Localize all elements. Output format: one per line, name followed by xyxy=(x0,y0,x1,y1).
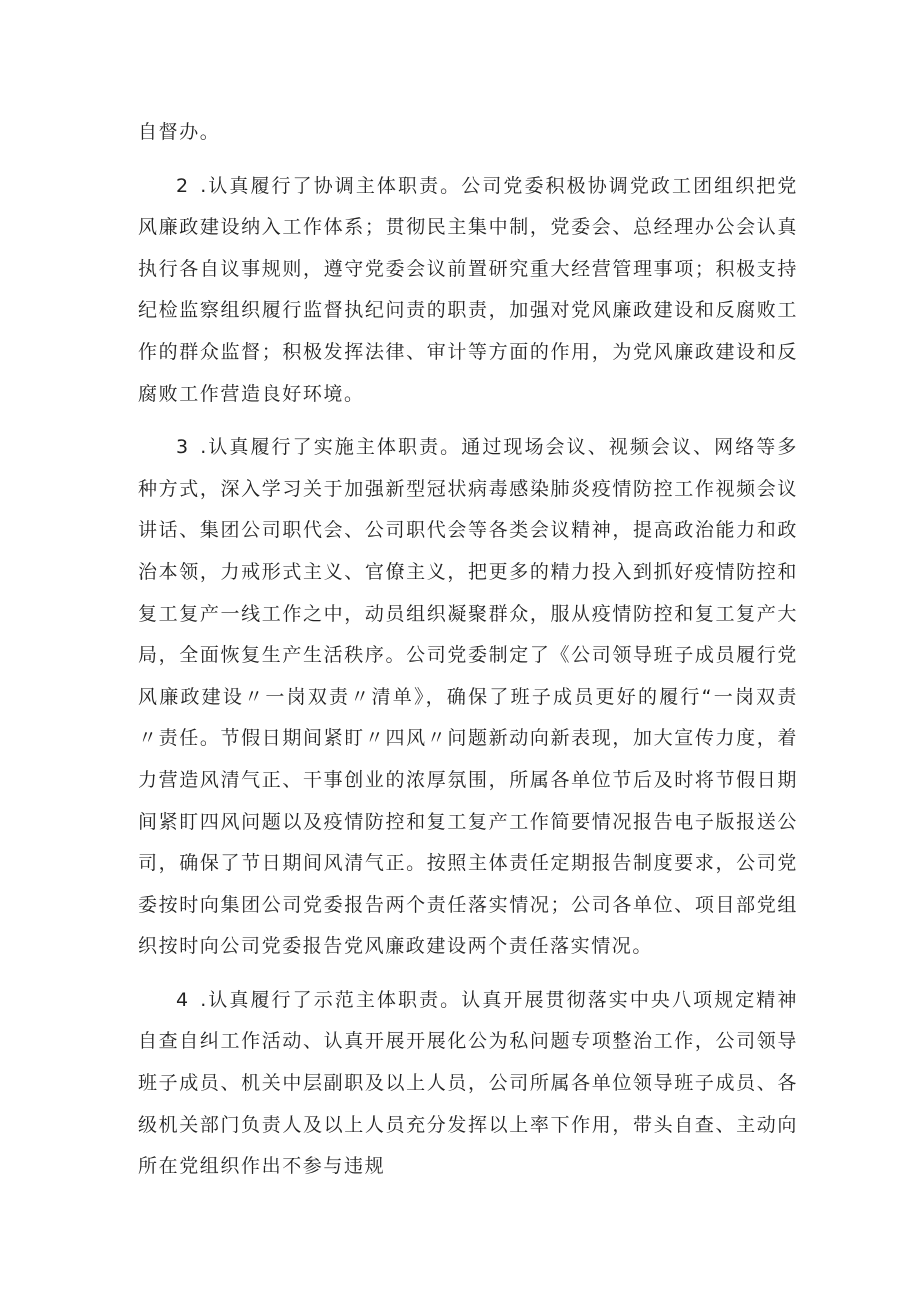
paragraph-3-text: .认真履行了实施主体职责。通过现场会议、视频会议、网络等多种方式，深入学习关于加强新型冠状病毒感染肺炎疫情防控工作视频会议讲话、集团公司职代会、公司职代会等各类会议精神，提高政治能力和政治本领，力戒形式主义、官僚主义，把更多的精力投入到抓好疫情防控和复工复产一线工作之中，动员组织凝聚群众，服从疫情防控和复工复产大局，全面恢复生产生活秩序。公司党委制定了《公司领导班子成员履行党风廉政建设〃一岗双责〃清单》，确保了班子成员更好的履行“一岗双责〃责任。节假日期间紧盯〃四风〃问题新动向新表现，加大宣传力度，着力营造风清气正、干事创业的浓厚氛围，所属各单位节后及时将节假日期间紧盯四风问题以及疫情防控和复工复产工作简要情况报告电子版报送公司，确保了节日期间风清气正。按照主体责任定期报告制度要求，公司党委按时向集团公司党委报告两个责任落实情况；公司各单位、项目部党组织按时向公司党委报告党风廉政建设两个责任落实情况。 xyxy=(138,436,798,958)
paragraph-2-number: 2 xyxy=(176,174,193,197)
paragraph-4 xyxy=(138,980,798,1188)
paragraph-1 xyxy=(138,112,798,154)
paragraph-2-text: .认真履行了协调主体职责。公司党委积极协调党政工团组织把党风廉政建设纳入工作体系；贯彻民主集中制，党委会、总经理办公会认真执行各自议事规则，遵守党委会议前置研究重大经营管理事项；积极支持纪检监察组织履行监督执纪问责的职责，加强对党风廉政建设和反腐败工作的群众监督；积极发挥法律、审计等方面的作用，为党风廉政建设和反腐败工作营造良好环境。 xyxy=(138,174,798,405)
document-body xyxy=(138,112,798,1200)
paragraph-4-number: 4 xyxy=(176,988,193,1011)
paragraph-3-number: 3 xyxy=(176,436,193,459)
paragraph-1-text: 自督办。 xyxy=(138,121,221,143)
paragraph-2 xyxy=(138,166,798,416)
paragraph-4-text: .认真履行了示范主体职责。认真开展贯彻落实中央八项规定精神自查自纠工作活动、认真开展开展化公为私问题专项整治工作，公司领导班子成员、机关中层副职及以上人员，公司所属各单位领导班子成员、各级机关部门负责人及以上人员充分发挥以上率下作用，带头自查、主动向所在党组织作出不参与违规 xyxy=(138,988,798,1178)
paragraph-3 xyxy=(138,427,798,968)
